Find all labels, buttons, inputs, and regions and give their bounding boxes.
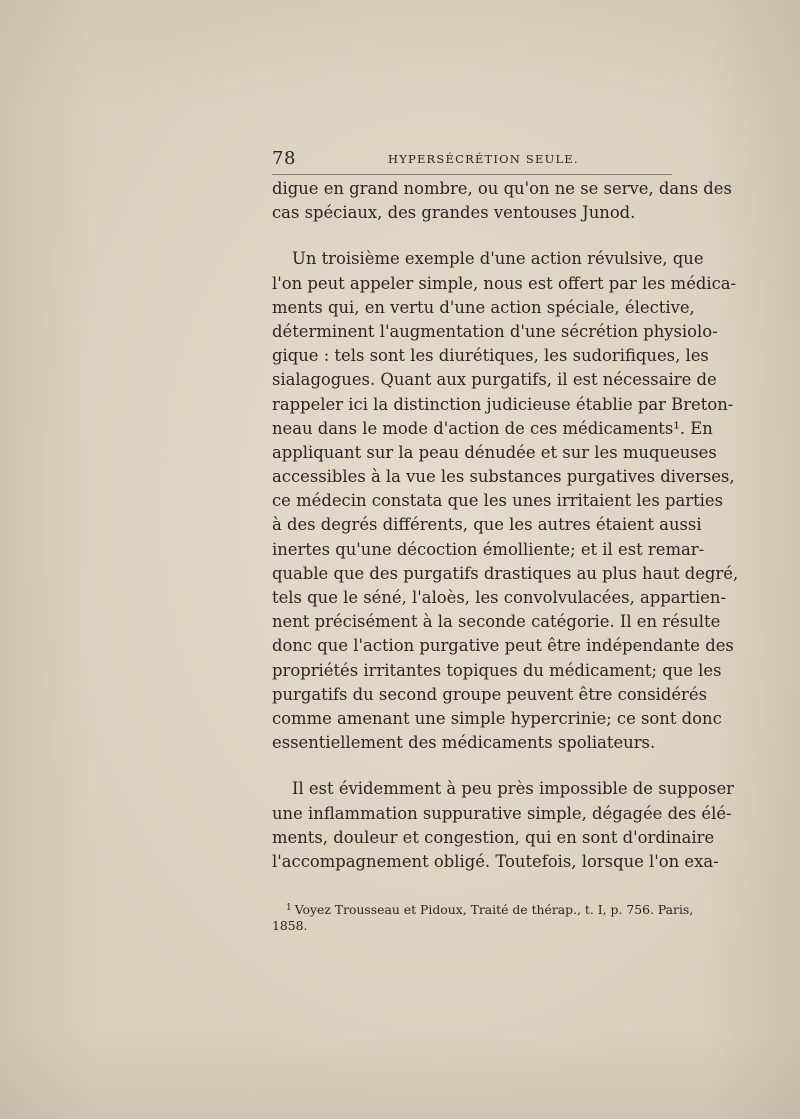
text-line: déterminent l'augmentation d'une sécrétion physiolo-	[272, 321, 718, 341]
footnote-line: 1858.	[272, 918, 308, 934]
paragraph-3	[272, 777, 734, 874]
footnote-text: Voyez Trousseau et Pidoux, Traité de thérap., t. I, p. 756. Paris,	[294, 902, 694, 918]
text-line: l'on peut appeler simple, nous est offert par les médica-	[272, 273, 737, 293]
text-line: ments qui, en vertu d'une action spéciale, élective,	[272, 297, 695, 317]
text-line: propriétés irritantes topiques du médicament; que les	[272, 660, 722, 680]
text-line: Un troisième exemple d'une action révulsive, que	[292, 249, 704, 269]
running-title: HYPERSÉCRÉTION SEULE.	[388, 152, 579, 166]
text-line: accessibles à la vue les substances purgatives diverses,	[272, 467, 735, 487]
text-line: gique : tels sont les diurétiques, les sudorifiques, les	[272, 346, 709, 366]
text-line: inertes qu'une décoction émolliente; et il est remar-	[272, 539, 705, 559]
text-line: comme amenant une simple hypercrinie; ce sont donc	[272, 708, 722, 728]
text-line: l'accompagnement obligé. Toutefois, lorsque l'on exa-	[272, 851, 719, 871]
text-line: neau dans le mode d'action de ces médicaments¹. En	[272, 418, 713, 438]
running-head	[272, 148, 672, 175]
footnote-line	[272, 900, 694, 918]
text-line: donc que l'action purgative peut être indépendante des	[272, 636, 734, 656]
page-number: 78	[272, 148, 296, 169]
text-line: sialagogues. Quant aux purgatifs, il est nécessaire de	[272, 370, 717, 390]
text-line: ments, douleur et congestion, qui en sont d'ordinaire	[272, 827, 715, 847]
text-line: appliquant sur la peau dénudée et sur les muqueuses	[272, 442, 717, 462]
text-line: cas spéciaux, des grandes ventouses Junod.	[272, 203, 636, 223]
text-line: ce médecin constata que les unes irritaient les parties	[272, 491, 724, 511]
text-line: Il est évidemment à peu près impossible de supposer	[292, 779, 734, 799]
text-line: rappeler ici la distinction judicieuse établie par Breton-	[272, 394, 734, 414]
page-content	[272, 148, 739, 934]
text-line: à des degrés différents, que les autres étaient aussi	[272, 515, 702, 535]
text-line: tels que le séné, l'aloès, les convolvulacées, appartien-	[272, 588, 726, 607]
text-line: nent précisément à la seconde catégorie. Il en résulte	[272, 612, 721, 632]
text-line: essentiellement des médicaments spoliateurs.	[272, 733, 656, 753]
text-line: une inflammation suppurative simple, dégagée des élé-	[272, 803, 732, 823]
text-line: purgatifs du second groupe peuvent être considérés	[272, 684, 707, 704]
paragraph-2	[272, 247, 739, 755]
text-line: digue en grand nombre, ou qu'on ne se serve, dans des	[272, 179, 732, 198]
text-line: quable que des purgatifs drastiques au plus haut degré,	[272, 563, 739, 583]
footnote-marker: 1	[286, 903, 292, 914]
paragraph-1	[272, 177, 732, 225]
footnotes	[272, 900, 694, 934]
